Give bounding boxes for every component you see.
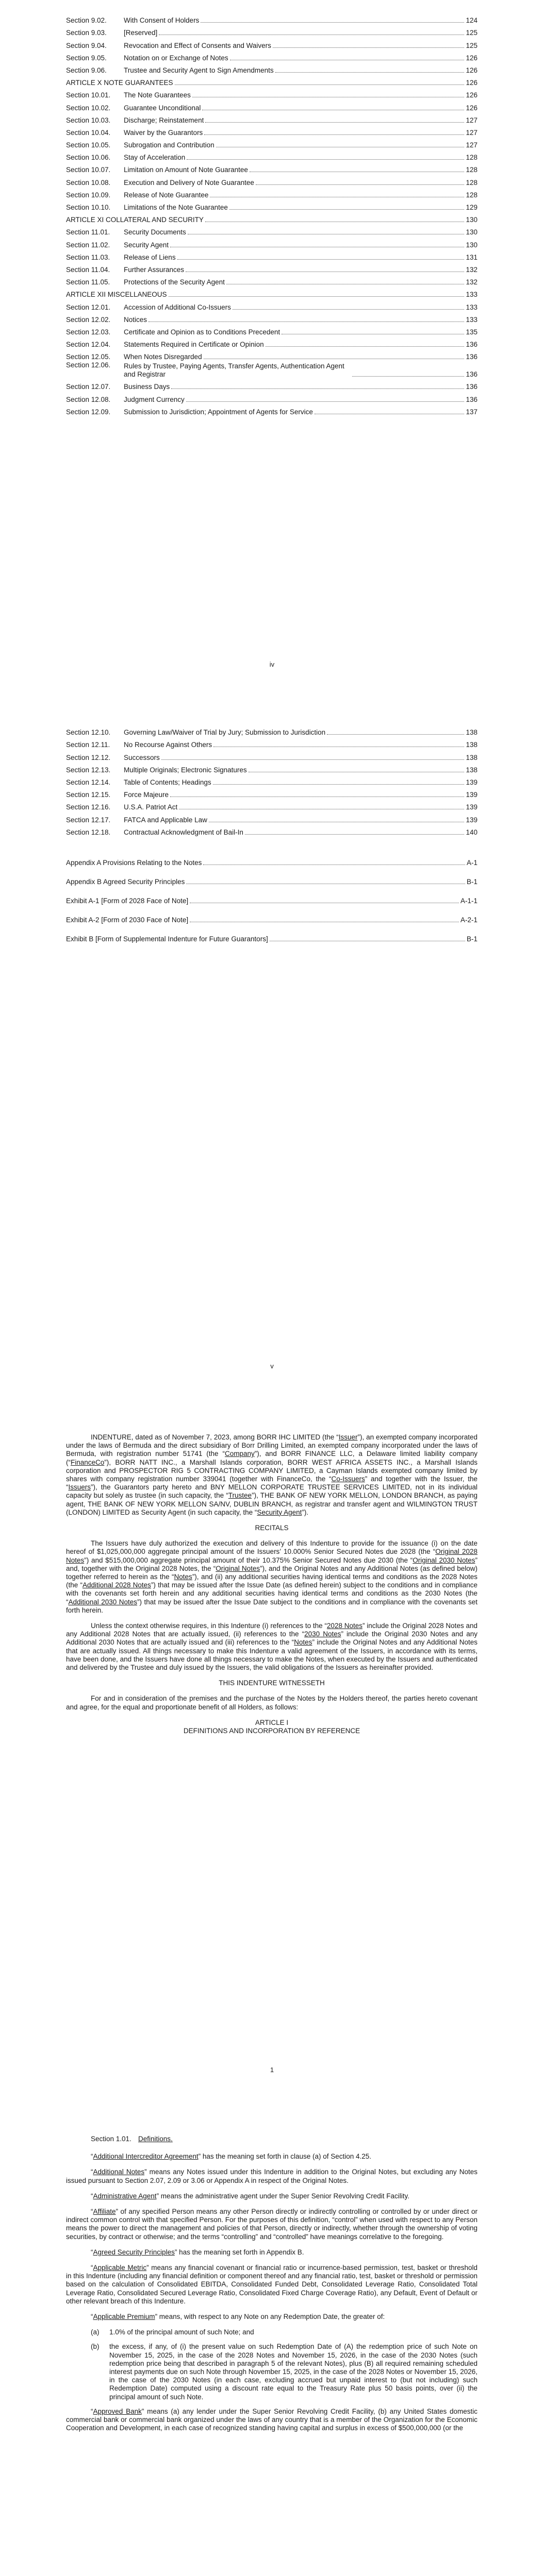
toc-leader-dots (233, 309, 465, 310)
toc-section-number: Section 12.07. (66, 383, 111, 391)
toc-page-number: 137 (466, 408, 477, 416)
toc-entry (66, 824, 477, 837)
toc-page-number: 127 (466, 141, 477, 149)
toc-page-number: 138 (466, 728, 477, 737)
toc-section-number: Section 12.16. (66, 803, 111, 811)
definition-paragraph: “Additional Notes” means any Notes issued under this Indenture in addition to the Original Notes, but excluding any Notes issued pursuant to Section 2.07, 2.09 or 3.06 or Appendix A in respect of the Original Notes. (66, 2168, 477, 2184)
toc-section-title: Force Majeure (124, 791, 169, 799)
appendix-label: Exhibit A-2 [Form of 2030 Face of Note] (66, 916, 189, 924)
toc-entry (66, 349, 477, 361)
recitals-paragraph-1: The Issuers have duly authorized the execution and delivery of this Indenture to provide for the issuance (i) on the date hereof of $1,025,000,000 aggregate principal amount of the Issuers’ 10.000% Senior Secured Notes due 2028 (the “Original 2028 Notes”) and $515,000,000 aggregate principal amount of their 10.375% Senior Secured Notes due 2030 (the “Original 2030 Notes” and, together with the Original 2028 Notes, the “Original Notes”), and the Original Notes and any Additional Notes (as defined below) together referred to herein as the “Notes”), and (ii) any additional securities having identical terms and conditions as the 2028 Notes (the “Additional 2028 Notes”) that may be issued after the Issue Date (as defined herein) subject to the conditions and in compliance with the covenants set forth herein and any additional securities having identical terms and conditions as the 2030 Notes (the “Additional 2030 Notes”) that may be issued after the Issue Date subject to the conditions and in compliance with the covenants set forth herein. (66, 1539, 478, 1614)
toc-section-title: FATCA and Applicable Law (124, 816, 207, 824)
toc-entry (66, 762, 477, 774)
toc-page-number: 130 (466, 228, 477, 236)
toc-leader-dots (266, 346, 465, 347)
defined-term: Trustee (228, 1492, 252, 1500)
toc-section-title: The Note Guarantees (124, 91, 191, 99)
toc-entry (66, 149, 477, 162)
toc-leader-dots (275, 72, 465, 73)
toc-entry (66, 224, 477, 236)
definition-paragraph: “Agreed Security Principles” has the meaning set forth in Appendix B. (91, 2248, 304, 2256)
toc-entry (66, 187, 477, 199)
toc-page-number: 125 (466, 29, 477, 37)
toc-section-title: Guarantee Unconditional (124, 104, 201, 112)
defined-term: Issuer (338, 1433, 358, 1441)
toc-page-number: 130 (466, 216, 477, 224)
toc-entry (66, 62, 477, 75)
toc-section-number: Section 10.03. (66, 116, 111, 124)
toc-page-number: 133 (466, 315, 477, 324)
table-of-contents (66, 724, 477, 837)
toc-page-number: 135 (466, 328, 477, 336)
sub-clause: (b) the excess, if any, of (i) the present value on such Redemption Date of (A) the redemption price of such Note on November 15, 2025, in the case of the 2028 Notes and November 15, 2026, in the case of the 2030 Notes (such redemption price being that described in paragraph 5 of the relevant Notes), plus (B) all required remaining scheduled interest payments due on such Note through November 15, 2025, in the case of the 2028 Notes or November 15, 2026, in the case of the 2030 Notes (in each case, excluding accrued but unpaid interest to (but not including) such Redemption Date) computed using a discount rate equal to the Treasury Rate plus 50 basis points, over (ii) the principal amount of such Note. (91, 2343, 477, 2401)
definition-paragraph: “Additional Intercreditor Agreement” has the meaning set forth in clause (a) of Section 4.25. (91, 2153, 372, 2161)
toc-section-title: With Consent of Holders (124, 16, 200, 25)
toc-section-title: Contractual Acknowledgment of Bail-In (124, 828, 243, 836)
toc-entry (66, 299, 477, 311)
toc-section-title: Waiver by the Guarantors (124, 128, 203, 137)
toc-page-number: 133 (466, 303, 477, 311)
defined-term: Affiliate (93, 2208, 116, 2216)
toc-page-number: 126 (466, 79, 477, 87)
toc-page-number: 136 (466, 370, 477, 379)
appendix-entry (66, 905, 477, 924)
appendix-entry (66, 924, 477, 943)
appendix-page-number: B-1 (466, 935, 477, 943)
toc-section-number: Section 12.12. (66, 753, 111, 761)
recitals-paragraph-2: Unless the context otherwise requires, in this Indenture (i) references to the “2028 Notes” include the Original 2028 Notes and any Additional 2028 Notes that are actually issued, (ii) references to the “2030 Notes” include the Original 2030 Notes and any Additional 2030 Notes that are actually issued and (iii) references to the “Notes” include the Original Notes and any Additional Notes that are actually issued. All things necessary to make this Indenture a valid agreement of the Issuers, in accordance with its terms, have been done, and the Issuers have done all things necessary to make the Notes, when executed by the Issuers and authenticated and delivered by the Trustee and duly issued by the Issuers, the valid obligations of the Issuers as hereinafter provided. (66, 1622, 478, 1672)
toc-section-title: Judgment Currency (124, 395, 185, 403)
toc-section-title: Stay of Acceleration (124, 154, 186, 162)
toc-section-number: Section 9.04. (66, 41, 107, 49)
defined-term: 2028 Notes (326, 1622, 362, 1630)
toc-entry (66, 361, 477, 379)
toc-page-number: 128 (466, 166, 477, 174)
toc-section-title: Notation on or Exchange of Notes (124, 54, 228, 62)
toc-section-number: Section 10.08. (66, 178, 111, 187)
toc-section-number: ARTICLE X NOTE GUARANTEES (66, 79, 173, 87)
toc-entry (66, 324, 477, 336)
toc-entry (66, 379, 477, 391)
toc-section-title: Successors (124, 753, 160, 761)
appendix-label: Exhibit B [Form of Supplemental Indenture for Future Guarantors] (66, 935, 268, 943)
toc-section-number: Section 12.09. (66, 408, 111, 416)
toc-page-number: 138 (466, 766, 477, 774)
defined-term: Applicable Premium (93, 2313, 155, 2321)
defined-term: Additional Notes (93, 2168, 145, 2176)
toc-article-entry (66, 286, 477, 299)
definition-paragraph: “Affiliate” of any specified Person means any other Person directly or indirectly controlling or controlled by or under direct or indirect common control with that specified Person. For the purposes of this definition, “control” when used with respect to any Person means the power to direct the management and policies of that Person, directly or indirectly, whether through the ownership of voting securities, by contract or otherwise; and the terms “controlling” and “controlled” have meanings correlative to the foregoing. (66, 2208, 477, 2241)
toc-page-number: 126 (466, 66, 477, 74)
toc-page-number: 136 (466, 395, 477, 403)
toc-entry (66, 724, 477, 737)
toc-section-title: Trustee and Security Agent to Sign Amendments (124, 66, 274, 74)
toc-section-title: Subrogation and Contribution (124, 141, 215, 149)
toc-page-number: 136 (466, 383, 477, 391)
toc-section-number: Section 12.01. (66, 303, 111, 311)
toc-entry (66, 236, 477, 249)
toc-section-number: Section 12.06. (66, 361, 111, 369)
sub-clause: (a) 1.0% of the principal amount of such Note; and (91, 2328, 254, 2336)
toc-section-title: Security Documents (124, 228, 186, 236)
toc-page-number: 131 (466, 253, 477, 261)
toc-section-title: Submission to Jurisdiction; Appointment of Agents for Service (124, 408, 313, 416)
toc-entry (66, 87, 477, 99)
page-number: v (270, 1362, 274, 1370)
toc-entry (66, 312, 477, 324)
toc-section-title: Release of Note Guarantee (124, 191, 209, 199)
toc-page-number: 139 (466, 816, 477, 824)
toc-page-number: 126 (466, 91, 477, 99)
toc-leader-dots (186, 401, 465, 402)
toc-entry (66, 404, 477, 416)
toc-page-number: 136 (466, 341, 477, 349)
defined-term: Issuers (68, 1483, 91, 1492)
toc-page-number: 139 (466, 803, 477, 811)
toc-leader-dots (352, 376, 464, 377)
toc-section-title: Release of Liens (124, 253, 176, 261)
toc-page-number: 136 (466, 353, 477, 361)
toc-section-number: Section 10.07. (66, 166, 111, 174)
toc-leader-dots (177, 259, 465, 260)
toc-section-number: Section 10.04. (66, 128, 111, 137)
toc-page-number: 124 (466, 16, 477, 25)
appendix-list (66, 848, 477, 943)
appendix-page-number: A-1-1 (460, 897, 477, 905)
intro-paragraph: INDENTURE, dated as of November 7, 2023, among BORR IHC LIMITED (the “Issuer”), an exempted company incorporated under the laws of Bermuda and the direct subsidiary of Borr Drilling Limited, an exempted company incorporated under the laws of Bermuda, with registration number 51741 (the “Company”), and BORR FINANCE LLC, a Delaware limited liability company (“FinanceCo”), BORR NATT INC., a Marshall Islands corporation, BORR WEST AFRICA ASSETS INC., a Marshall Islands corporation and PROSPECTOR RIG 5 CONTRACTING COMPANY LIMITED, a Cayman Islands exempted company limited by shares with company registration number 339041 (together with FinanceCo, the “Co-Issuers” and together with the Issuer, the “Issuers”), the Guarantors party hereto and BNY MELLON CORPORATE TRUSTEE SERVICES LIMITED, not in its individual capacity but solely as trustee (in such capacity, the “Trustee”), THE BANK OF NEW YORK MELLON, LONDON BRANCH, as paying agent, THE BANK OF NEW YORK MELLON SA/NV, DUBLIN BRANCH, as registrar and transfer agent and WILMINGTON TRUST (LONDON) LIMITED as Security Agent (in such capacity, the “Security Agent”). (66, 1433, 477, 1516)
toc-page-number: 132 (466, 265, 477, 274)
toc-page-number: 140 (466, 828, 477, 836)
toc-entry (66, 137, 477, 149)
defined-term: Agreed Security Principles (93, 2248, 175, 2256)
toc-leader-dots (170, 796, 464, 797)
toc-entry (66, 37, 477, 49)
defined-term: Approved Bank (93, 2407, 142, 2415)
toc-section-title: Accession of Additional Co-Issuers (124, 303, 231, 311)
appendix-page-number: A-1 (466, 859, 477, 867)
toc-entry (66, 112, 477, 125)
defined-term: 2030 Notes (304, 1630, 341, 1638)
toc-section-number: Section 10.10. (66, 204, 111, 211)
toc-leader-dots (229, 209, 465, 210)
toc-leader-dots (187, 159, 464, 160)
toc-section-number: Section 12.11. (66, 741, 110, 749)
toc-page-number: 138 (466, 753, 477, 761)
toc-page-number: 127 (466, 128, 477, 137)
toc-section-number: Section 9.02. (66, 16, 107, 25)
toc-page-number: 139 (466, 778, 477, 786)
toc-section-title: Certificate and Opinion as to Conditions Precedent (124, 328, 281, 336)
appendix-page-number: B-1 (466, 878, 477, 886)
toc-section-number: Section 10.01. (66, 91, 111, 99)
toc-leader-dots (169, 296, 465, 297)
defined-term: Notes (294, 1638, 312, 1647)
toc-section-title: Revocation and Effect of Consents and Waivers (124, 41, 271, 49)
toc-page-number: 132 (466, 278, 477, 286)
defined-term: Company (224, 1450, 255, 1458)
defined-term: Original 2030 Notes (413, 1556, 475, 1564)
defined-term: Administrative Agent (93, 2192, 157, 2200)
toc-section-title: Governing Law/Waiver of Trial by Jury; Submission to Jurisdiction (124, 728, 326, 737)
toc-section-number: Section 12.04. (66, 341, 111, 349)
defined-term: FinanceCo (71, 1458, 105, 1466)
section-heading: Section 1.01. Definitions. (91, 2135, 173, 2143)
toc-leader-dots (273, 47, 465, 48)
toc-section-title: Table of Contents; Headings (124, 778, 211, 786)
toc-section-title: When Notes Disregarded (124, 353, 202, 361)
toc-section-title: Statements Required in Certificate or Opinion (124, 341, 264, 349)
toc-section-title: [Reserved] (124, 29, 158, 37)
appendix-entry (66, 867, 477, 886)
toc-page-number: 138 (466, 741, 477, 749)
toc-article-entry (66, 75, 477, 87)
toc-section-number: Section 12.10. (66, 728, 111, 737)
appendix-entry (66, 848, 477, 867)
toc-page-number: 128 (466, 191, 477, 199)
toc-section-number: Section 12.08. (66, 395, 111, 403)
toc-entry (66, 249, 477, 262)
table-of-contents (66, 12, 477, 416)
toc-section-number: ARTICLE XI COLLATERAL AND SECURITY (66, 216, 204, 224)
appendix-label: Appendix B Agreed Security Principles (66, 878, 185, 886)
toc-entry (66, 811, 477, 824)
defined-term: Additional 2030 Notes (68, 1598, 138, 1606)
toc-entry (66, 50, 477, 62)
defined-term: Original 2028 Notes (66, 1548, 477, 1564)
toc-section-number: Section 10.02. (66, 104, 111, 112)
toc-section-number: Section 12.15. (66, 791, 111, 799)
page-number: 1 (270, 2066, 274, 2074)
toc-section-number: Section 10.05. (66, 141, 111, 149)
indenture-page-2 (0, 2102, 544, 2576)
page-number: iv (269, 660, 275, 668)
definition-paragraph: “Administrative Agent” means the administrative agent under the Super Senior Revolving Credit Facility. (91, 2192, 410, 2200)
toc-leader-dots (205, 122, 464, 123)
toc-section-number: Section 9.06. (66, 66, 107, 74)
toc-entry (66, 174, 477, 187)
toc-section-title: Execution and Delivery of Note Guarantee (124, 178, 254, 187)
indenture-page-1 (0, 1401, 544, 2102)
defined-term: Notes (174, 1573, 192, 1581)
toc-section-title: Limitation on Amount of Note Guarantee (124, 166, 248, 174)
toc-leader-dots (149, 321, 464, 322)
appendix-label: Exhibit A-1 [Form of 2028 Face of Note] (66, 897, 189, 905)
toc-page-number: 127 (466, 116, 477, 124)
toc-entry (66, 199, 477, 212)
appendix-page-number: A-2-1 (460, 916, 477, 924)
toc-entry (66, 774, 477, 787)
article-heading: ARTICLE I (255, 1718, 289, 1726)
toc-page-number: 128 (466, 154, 477, 162)
appendix-label: Appendix A Provisions Relating to the Notes (66, 859, 202, 867)
definition-paragraph: “Applicable Premium” means, with respect to any Note on any Redemption Date, the greater of: (91, 2313, 385, 2321)
toc-entry (66, 749, 477, 761)
toc-section-number: Section 12.05. (66, 353, 111, 361)
witnesseth-paragraph: For and in consideration of the premises and the purchase of the Notes by the Holders thereof, the parties hereto covenant and agree, for the equal and proportionate benefit of all Holders, as follows: (66, 1694, 477, 1711)
definition-paragraph: “Approved Bank” means (a) any lender under the Super Senior Revolving Credit Facility, (b) any United States domestic commercial bank or commercial bank organized under the laws of any country that is a member of the Organization for the Economic Cooperation and Development, in each case of recognized standing having capital and surplus in excess of $500,000,000 (or the (66, 2407, 477, 2432)
toc-entry (66, 99, 477, 112)
defined-term: Security Agent (257, 1508, 302, 1516)
toc-section-number: Section 12.14. (66, 778, 111, 786)
toc-section-number: Section 12.17. (66, 816, 111, 824)
toc-page-number: 139 (466, 791, 477, 799)
toc-page-number: 133 (466, 291, 477, 299)
toc-section-title: Multiple Originals; Electronic Signatures (124, 766, 247, 774)
toc-section-number: Section 9.05. (66, 54, 107, 62)
toc-section-title: Security Agent (124, 241, 169, 249)
toc-section-title: Discharge; Reinstatement (124, 116, 204, 124)
toc-page-number: 126 (466, 54, 477, 62)
witnesseth-heading: THIS INDENTURE WITNESSETH (219, 1679, 325, 1687)
toc-entry (66, 274, 477, 286)
toc-entry (66, 336, 477, 349)
toc-section-number: Section 12.13. (66, 766, 111, 774)
toc-page-number: 125 (466, 41, 477, 49)
toc-leader-dots (213, 784, 465, 785)
toc-entry (66, 25, 477, 37)
toc-article-entry (66, 212, 477, 224)
toc-section-number: Section 12.18. (66, 828, 111, 836)
defined-term: Additional 2028 Notes (82, 1581, 151, 1589)
toc-section-title: Further Assurances (124, 265, 185, 274)
toc-entry (66, 787, 477, 799)
toc-section-title: Limitations of the Note Guarantee (124, 204, 228, 211)
definition-paragraph: “Applicable Metric” means any financial covenant or financial ratio or incurrence-based permission, test, basket or threshold in this Indenture (including any financial definition or component thereof and any financial ratio, test, basket or threshold or permission based on the calculation of Consolidated EBITDA, Consolidated Funded Debt, Consolidated Leverage Ratio, Consolidated Total Leverage Ratio, Consolidated Secured Leverage Ratio, Consolidated Fixed Charge Coverage Ratio), any Default, Event of Default or other relevant breach of this Indenture. (66, 2264, 477, 2305)
toc-entry (66, 391, 477, 403)
definitions-body (66, 2135, 477, 2439)
defined-term: Additional Intercreditor Agreement (93, 2153, 199, 2161)
toc-page-number: 126 (466, 104, 477, 112)
toc-section-number: Section 12.02. (66, 315, 111, 324)
toc-entry (66, 737, 477, 749)
toc-section-title: Notices (124, 315, 147, 324)
defined-term: Applicable Metric (93, 2264, 147, 2272)
toc-page-number: 129 (466, 204, 477, 211)
toc-section-title: Protections of the Security Agent (124, 278, 225, 286)
toc-leader-dots (245, 834, 465, 835)
toc-leader-dots (204, 134, 464, 135)
toc-section-number: Section 11.04. (66, 265, 110, 274)
toc-section-number: ARTICLE XII MISCELLANEOUS (66, 291, 167, 299)
toc-page-number: 130 (466, 241, 477, 249)
toc-page-v (0, 701, 544, 1401)
recitals-heading: RECITALS (255, 1524, 289, 1532)
toc-section-number: Section 11.03. (66, 253, 110, 261)
toc-leader-dots (171, 388, 464, 389)
toc-leader-dots (327, 734, 464, 735)
toc-entry (66, 262, 477, 274)
defined-term: Co-Issuers (331, 1475, 365, 1483)
toc-section-number: Section 12.03. (66, 328, 111, 336)
toc-section-title: U.S.A. Patriot Act (124, 803, 178, 811)
toc-section-title: No Recourse Against Others (124, 741, 212, 749)
toc-section-number: Section 9.03. (66, 29, 107, 37)
toc-section-number: Section 10.06. (66, 154, 111, 162)
article-subheading: DEFINITIONS AND INCORPORATION BY REFERENCE (183, 1727, 360, 1735)
toc-section-title: Rules by Trustee, Paying Agents, Transfer Agents, Authentication Agent and Registrar (124, 362, 344, 379)
toc-section-title: Business Days (124, 383, 170, 391)
toc-entry (66, 125, 477, 137)
appendix-entry (66, 886, 477, 905)
toc-section-number: Section 11.02. (66, 241, 110, 249)
indenture-body (66, 1433, 477, 1742)
toc-leader-dots (201, 22, 464, 23)
toc-page-iv (0, 0, 544, 701)
toc-leader-dots (256, 184, 465, 185)
toc-section-number: Section 11.01. (66, 228, 110, 236)
toc-leader-dots (175, 84, 465, 85)
defined-term: Original Notes (216, 1564, 260, 1572)
toc-section-number: Section 11.05. (66, 278, 110, 286)
toc-entry (66, 12, 477, 25)
toc-entry (66, 162, 477, 174)
toc-section-number: Section 10.09. (66, 191, 111, 199)
toc-page-number: 128 (466, 178, 477, 187)
toc-entry (66, 799, 477, 811)
toc-leader-dots (161, 759, 465, 760)
